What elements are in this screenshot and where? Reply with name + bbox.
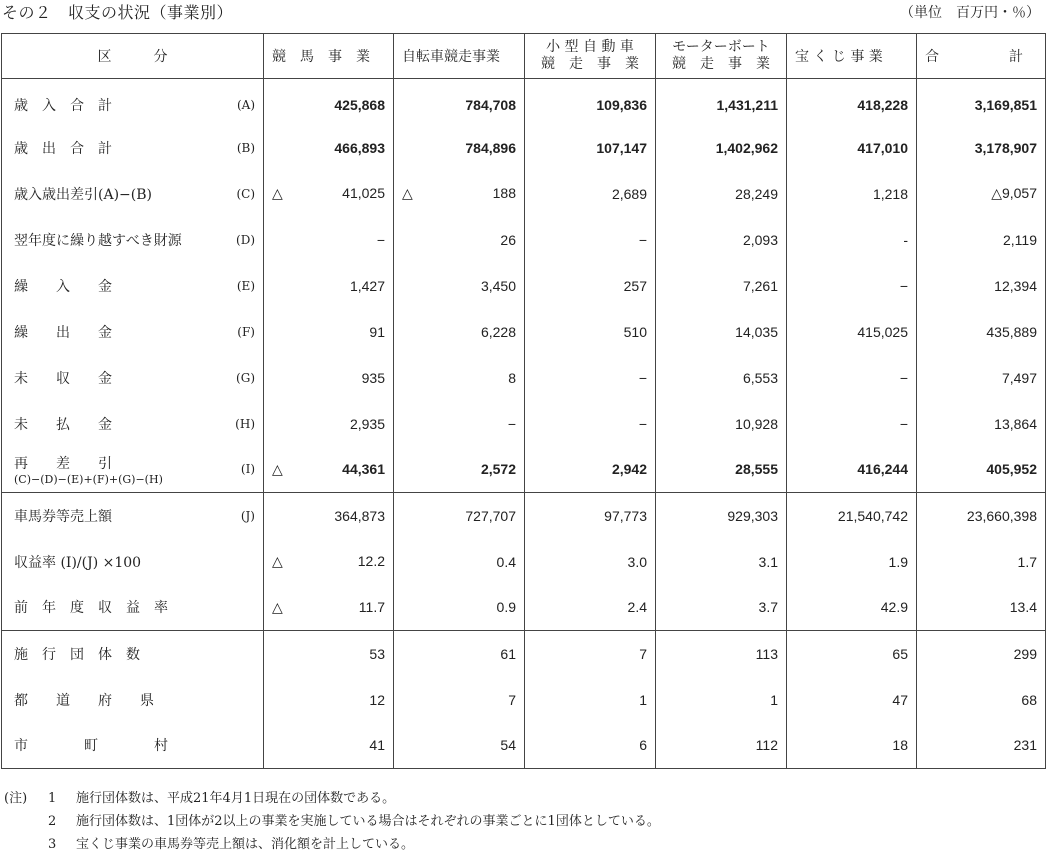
row-label (2, 217, 264, 263)
row-label-text: 都 道 府 県 (14, 692, 154, 709)
cell-value: 3.7 (656, 585, 787, 631)
cell-value: 466,893 (264, 125, 394, 171)
cell-value: 26 (394, 217, 525, 263)
cell-value: 12 (264, 677, 394, 723)
header-col-4 (656, 34, 787, 79)
cell-value: 2,935 (264, 401, 394, 447)
row-label (2, 585, 264, 631)
table-row (2, 631, 1046, 677)
row-label (2, 447, 264, 493)
cell-value: 3.1 (656, 539, 787, 585)
note-text: 施行団体数は、平成21年4月1日現在の団体数である。 (76, 791, 396, 806)
row-label (2, 79, 264, 125)
cell-value: − (264, 217, 394, 263)
header-col-6: 合 計 (917, 34, 1046, 79)
cell-value: 2,093 (656, 217, 787, 263)
cell-value: − (787, 355, 917, 401)
cell-value: 65 (787, 631, 917, 677)
note-number: 3 (48, 837, 57, 852)
table-row (2, 171, 1046, 217)
cell-value: 418,228 (787, 79, 917, 125)
row-label-text: 繰 出 金 (14, 324, 112, 341)
note-number: 1 (48, 791, 57, 806)
cell-value (264, 447, 394, 493)
page-title: その２ 収支の状況（事業別） (2, 3, 234, 22)
cell-value: - (787, 217, 917, 263)
row-label (2, 309, 264, 355)
cell-value: 1,218 (787, 171, 917, 217)
note-text: 宝くじ事業の車馬券等売上額は、消化額を計上している。 (76, 837, 415, 852)
row-sublabel: (C)−(D)−(E)+(F)+(G)−(H) (14, 472, 163, 486)
negative-mark: △ (272, 460, 283, 477)
row-label (2, 263, 264, 309)
header-col-1: 競 馬 事 業 (264, 34, 394, 79)
cell-value: 3.0 (525, 539, 656, 585)
unit-label: （単位 百万円・％） (900, 5, 1040, 21)
cell-value: 28,555 (656, 447, 787, 493)
cell-value: 3,169,851 (917, 79, 1046, 125)
cell-value: 7,261 (656, 263, 787, 309)
cell-value: 784,896 (394, 125, 525, 171)
cell-value: 1.7 (917, 539, 1046, 585)
cell-value: 7,497 (917, 355, 1046, 401)
row-code: (G) (236, 370, 255, 385)
cell-value: 8 (394, 355, 525, 401)
cell-value: 47 (787, 677, 917, 723)
header-col-4-line-2: 競 走 事 業 (672, 56, 770, 72)
cell-value: 435,889 (917, 309, 1046, 355)
row-code: (C) (236, 186, 255, 201)
cell-value: 935 (264, 355, 394, 401)
cell-value: 61 (394, 631, 525, 677)
cell-value: 510 (525, 309, 656, 355)
cell-value: 113 (656, 631, 787, 677)
cell-number: 188 (492, 185, 516, 201)
table-row (2, 447, 1046, 493)
cell-value: 3,450 (394, 263, 525, 309)
cell-value: 41 (264, 723, 394, 769)
cell-value: 1 (656, 677, 787, 723)
row-label (2, 171, 264, 217)
note-item (4, 833, 660, 856)
cell-value (264, 539, 394, 585)
row-label (2, 493, 264, 539)
cell-value: 54 (394, 723, 525, 769)
cell-value: 2,572 (394, 447, 525, 493)
note-number: 2 (48, 814, 57, 829)
cell-number: 11.7 (358, 598, 385, 615)
cell-value: 417,010 (787, 125, 917, 171)
note-item (4, 787, 660, 810)
cell-value: 18 (787, 723, 917, 769)
row-label-text: 収益率 (I)/(J) ×100 (14, 554, 142, 571)
table-row (2, 217, 1046, 263)
cell-value: 7 (525, 631, 656, 677)
row-label-text: 施 行 団 体 数 (14, 646, 140, 663)
table-row (2, 355, 1046, 401)
row-label (2, 125, 264, 171)
cell-value: 107,147 (525, 125, 656, 171)
cell-value: 42.9 (787, 585, 917, 631)
cell-value: 6 (525, 723, 656, 769)
header-col-5: 宝 く じ 事 業 (787, 34, 917, 79)
cell-value: 1.9 (787, 539, 917, 585)
table-row (2, 79, 1046, 125)
header-col-3-line-1: 小 型 自 動 車 (546, 39, 634, 55)
row-label (2, 401, 264, 447)
table-row (2, 585, 1046, 631)
table-row (2, 263, 1046, 309)
cell-value: 0.4 (394, 539, 525, 585)
row-label-text: 未 払 金 (14, 416, 112, 433)
cell-value: 53 (264, 631, 394, 677)
cell-value: 1,402,962 (656, 125, 787, 171)
cell-value: − (525, 217, 656, 263)
table-row (2, 723, 1046, 769)
row-label-text: 車馬券等売上額 (14, 508, 112, 525)
cell-value: 14,035 (656, 309, 787, 355)
cell-value: 3,178,907 (917, 125, 1046, 171)
row-label (2, 539, 264, 585)
table-header-row (2, 34, 1046, 79)
cell-number: 12.2 (357, 553, 385, 569)
row-code: (I) (240, 462, 255, 477)
cell-value: 21,540,742 (787, 493, 917, 539)
row-label-text: 翌年度に繰り越すべき財源 (14, 232, 182, 249)
row-label-text: 歳 入 合 計 (14, 97, 112, 114)
cell-number: 44,361 (342, 460, 385, 477)
cell-value: 23,660,398 (917, 493, 1046, 539)
cell-value: − (787, 401, 917, 447)
row-label-text: 再 差 引 (14, 455, 112, 472)
note-prefix: (注) (4, 791, 28, 806)
note-text: 施行団体数は、1団体が2以上の事業を実施している場合はそれぞれの事業ごとに1団体としている。 (76, 814, 660, 829)
cell-value: 415,025 (787, 309, 917, 355)
cell-value: 1,427 (264, 263, 394, 309)
row-code: (J) (240, 508, 255, 523)
cell-value: 0.9 (394, 585, 525, 631)
row-label-text: 歳 出 合 計 (14, 140, 112, 157)
cell-value: 13,864 (917, 401, 1046, 447)
table-row (2, 125, 1046, 171)
cell-value: − (525, 401, 656, 447)
row-code: (E) (236, 278, 255, 293)
header-col-2: 自転車競走事業 (394, 34, 525, 79)
table-row (2, 309, 1046, 355)
row-code: (A) (236, 97, 255, 112)
row-label-text: 市 町 村 (14, 738, 168, 755)
income-expense-table (1, 33, 1046, 769)
cell-value: 7 (394, 677, 525, 723)
row-label (2, 631, 264, 677)
cell-value: − (525, 355, 656, 401)
row-code: (F) (237, 324, 255, 339)
cell-value (264, 171, 394, 217)
notes (4, 787, 660, 856)
negative-mark: △ (402, 185, 413, 201)
cell-value: 10,928 (656, 401, 787, 447)
cell-value (264, 585, 394, 631)
cell-value: 28,249 (656, 171, 787, 217)
table-row (2, 677, 1046, 723)
cell-value: 231 (917, 723, 1046, 769)
cell-value: 416,244 (787, 447, 917, 493)
table-row (2, 493, 1046, 539)
cell-value: 2.4 (525, 585, 656, 631)
row-label-text: 未 収 金 (14, 370, 112, 387)
cell-value: 6,553 (656, 355, 787, 401)
cell-value: 405,952 (917, 447, 1046, 493)
cell-value: 13.4 (917, 585, 1046, 631)
note-prefix (4, 833, 48, 856)
cell-value: 929,303 (656, 493, 787, 539)
cell-value: 425,868 (264, 79, 394, 125)
cell-value: 257 (525, 263, 656, 309)
negative-mark: △ (272, 185, 283, 201)
header-col-3-line-2: 競 走 事 業 (541, 56, 639, 72)
row-label (2, 723, 264, 769)
cell-value: 68 (917, 677, 1046, 723)
cell-value: △9,057 (917, 171, 1046, 217)
header-category: 区 分 (2, 34, 264, 79)
row-code: (D) (236, 232, 255, 247)
cell-value: 2,689 (525, 171, 656, 217)
cell-value: 109,836 (525, 79, 656, 125)
cell-value: 1,431,211 (656, 79, 787, 125)
row-label-text: 歳入歳出差引(A)−(B) (14, 186, 152, 203)
cell-value: 784,708 (394, 79, 525, 125)
cell-value: 727,707 (394, 493, 525, 539)
negative-mark: △ (272, 553, 283, 569)
cell-number: 41,025 (342, 185, 385, 201)
table-row (2, 401, 1046, 447)
row-label (2, 355, 264, 401)
row-code: (B) (236, 140, 255, 155)
header-col-3 (525, 34, 656, 79)
cell-value: 299 (917, 631, 1046, 677)
negative-mark: △ (272, 598, 283, 615)
row-label-text: 前 年 度 収 益 率 (14, 600, 168, 617)
cell-value: − (394, 401, 525, 447)
note-item (4, 810, 660, 833)
cell-value: 364,873 (264, 493, 394, 539)
row-label (2, 677, 264, 723)
table-row (2, 539, 1046, 585)
cell-value: 97,773 (525, 493, 656, 539)
cell-value: 1 (525, 677, 656, 723)
cell-value (394, 171, 525, 217)
cell-value: 2,942 (525, 447, 656, 493)
header-col-4-line-1: モーターボート (672, 39, 770, 55)
cell-value: 2,119 (917, 217, 1046, 263)
cell-value: 91 (264, 309, 394, 355)
cell-value: 6,228 (394, 309, 525, 355)
note-prefix (4, 810, 48, 833)
cell-value: 112 (656, 723, 787, 769)
row-label-text: 繰 入 金 (14, 278, 112, 295)
row-code: (H) (235, 416, 255, 431)
cell-value: − (787, 263, 917, 309)
cell-value: 12,394 (917, 263, 1046, 309)
